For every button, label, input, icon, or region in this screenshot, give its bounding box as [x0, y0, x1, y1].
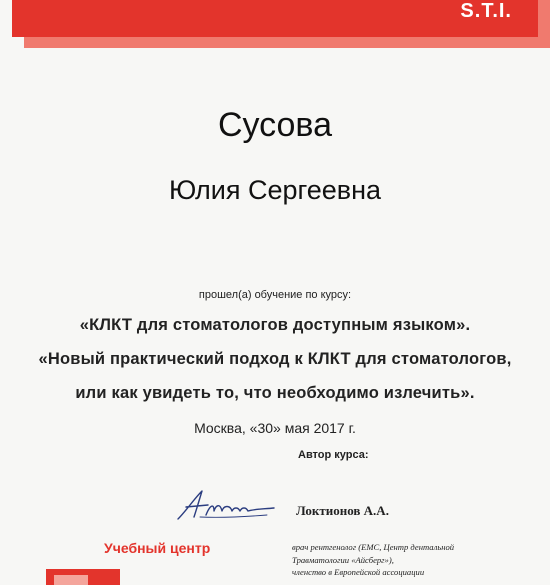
course-title-line-2: «Новый практический подход к КЛКТ для стоматологов,	[38, 350, 512, 368]
recipient-surname: Сусова	[217, 106, 333, 144]
header-banner	[12, 0, 538, 37]
author-name: Локтионов А.А.	[296, 503, 389, 518]
footer-decor-pink	[54, 575, 88, 585]
author-label: Автор курса:	[298, 449, 369, 461]
course-title-line-3: или как увидеть то, что необходимо излечить».	[75, 384, 475, 402]
author-details	[292, 541, 542, 579]
training-center-label: Учебный центр	[104, 540, 211, 556]
author-details-line: членство в Европейской ассоциации	[292, 567, 425, 577]
signature-image	[172, 487, 277, 523]
author-details-line: Травматологии «Айсберг»),	[292, 554, 394, 565]
course-title-line-1: «КЛКТ для стоматологов доступным языком».	[79, 316, 471, 334]
city-date: Москва, «30» мая 2017 г.	[194, 420, 356, 436]
course-intro: прошел(а) обучение по курсу:	[198, 289, 352, 301]
brand-logo: S.T.I.	[460, 0, 512, 22]
recipient-given-names: Юлия Сергеевна	[168, 175, 382, 205]
author-details-line: врач рентгенолог (ЕМС, Центр дентальной	[292, 542, 455, 552]
